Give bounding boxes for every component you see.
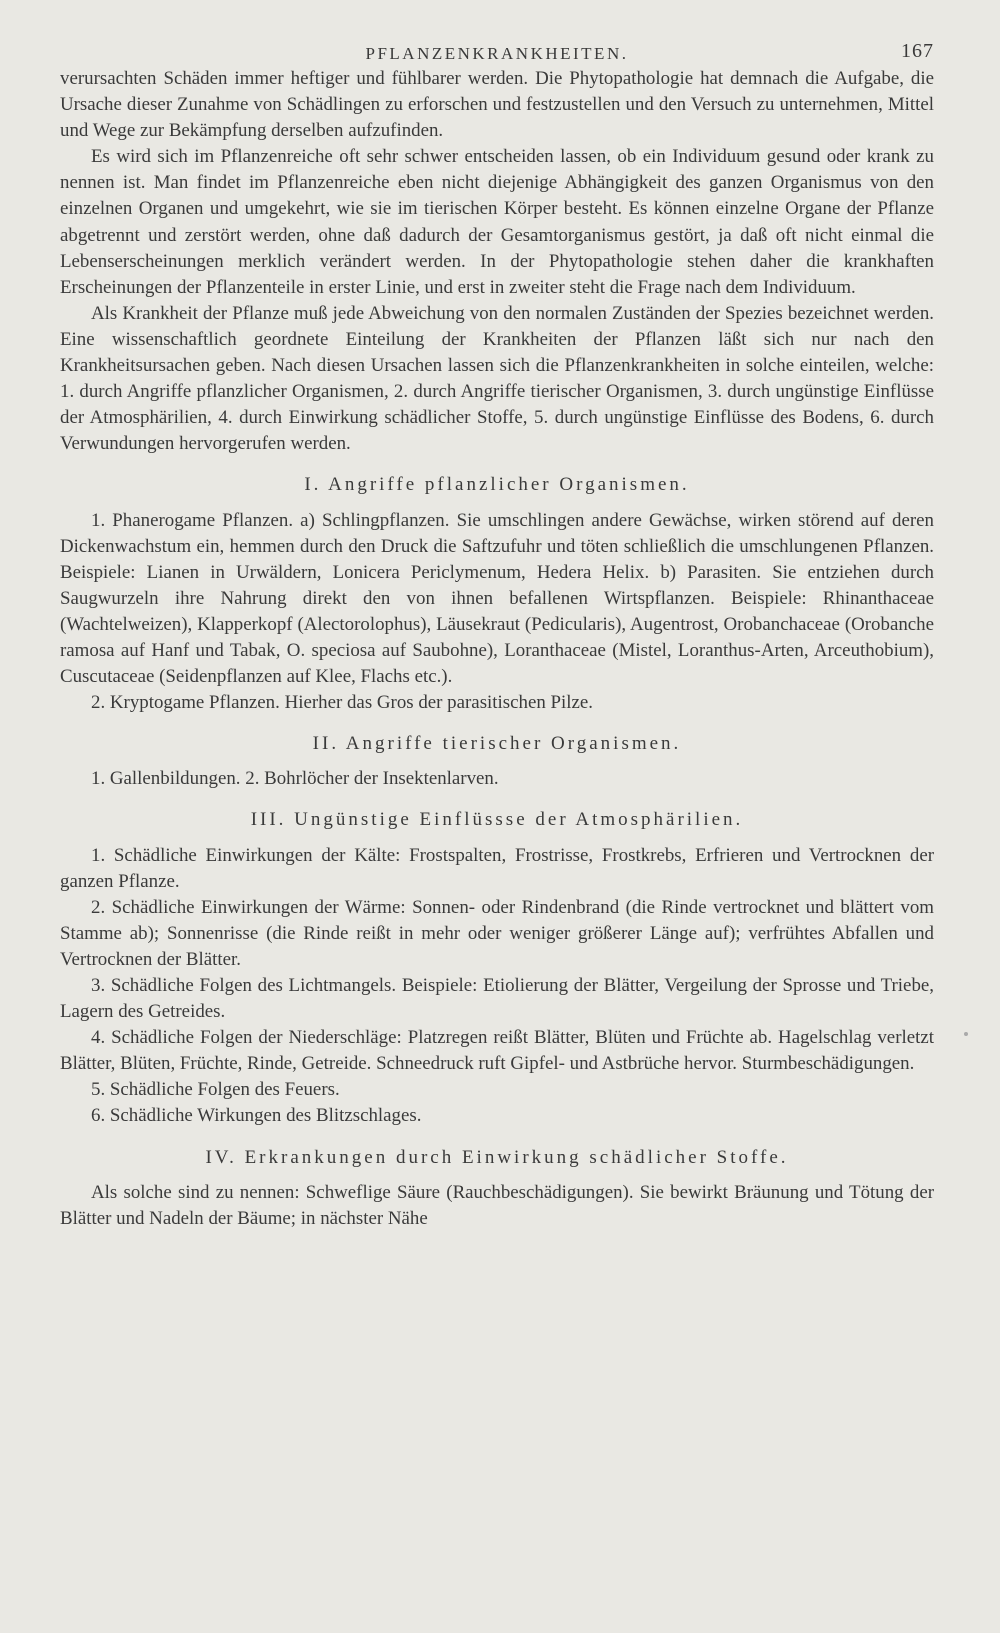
paragraph: Es wird sich im Pflanzenreiche oft sehr schwer entscheiden lassen, ob ein Individuum gesund oder krank zu nennen ist. Man findet im Pflanzenreiche eben nicht diejenige Abhängigkeit des ganzen Organismus von den einzelnen Organen und umgekehrt, wie sie im tierischen Körper besteht. Es können einzelne Organe der Pflanze abgetrennt und zerstört werden, ohne daß dadurch der Gesamtorganismus gestört, ja daß oft nicht einmal die Lebenserscheinungen merklich verändert werden. In der Phytopathologie stehen daher die krankhaften Erscheinungen der Pflanzenteile in erster Linie, und erst in zweiter steht die Frage nach dem Individuum. [60,146,934,298]
list-item: 1. Schädliche Einwirkungen der Kälte: Frostspalten, Frostrisse, Frostkrebs, Erfrieren und Vertrocknen der ganzen Pflanze. [60,844,934,892]
paragraph-continuation: verursachten Schäden immer heftiger und fühlbarer werden. Die Phytopathologie hat demnach die Aufgabe, die Ursache dieser Zunahme von Schädlingen zu erforschen und festzustellen und den Versuch zu unternehmen, Mittel und Wege zur Bekämpfung derselben aufzufinden. [60,68,934,142]
list-item: 1. Gallenbildungen. 2. Bohrlöcher der Insektenlarven. [91,768,499,790]
list-item: 2. Kryptogame Pflanzen. Hierher das Gros der parasitischen Pilze. [91,692,594,714]
list-item: 4. Schädliche Folgen der Niederschläge: Platzregen reißt Blätter, Blüten und Früchte ab. Hagelschlag verletzt Blätter, Blüten, Früchte, Rinde, Getreide. Schneedruck ruft Gipfel- und Astbrüche hervor. Sturmbeschädigungen. [60,1027,934,1075]
page-body [60,66,934,1232]
section-heading-1: I. Angriffe pflanzlicher Organismen. [304,474,690,496]
section-heading-2: II. Angriffe tierischer Organismen. [312,733,682,755]
list-item: 1. Phanerogame Pflanzen. a) Schlingpflanzen. Sie umschlingen andere Gewächse, wirken störend auf deren Dickenwachstum ein, hemmen durch den Druck die Saftzufuhr und töten schließlich die umschlungenen Pflanzen. Beispiele: Lianen in Urwäldern, Lonicera Periclymenum, Hedera Helix. b) Parasiten. Sie entziehen durch Saugwurzeln ihre Nahrung direkt den von ihnen befallenen Wirtspflanzen. Beispiele: Rhinanthaceae (Wachtelweizen), Klapperkopf (Alectorolophus), Läusekraut (Pedicularis), Augentrost, Orobanchaceae (Orobanche ramosa auf Hanf und Tabak, O. speciosa auf Saubohne), Loranthaceae (Mistel, Loranthus-Arten, Arceuthobium), Cuscutaceae (Seidenpflanzen auf Klee, Flachs etc.). [60,509,934,688]
paragraph: Als Krankheit der Pflanze muß jede Abweichung von den normalen Zuständen der Spezies bezeichnet werden. Eine wissenschaftlich geordnete Einteilung der Krankheiten der Pflanzen läßt sich nur nach den Krankheitsursachen geben. Nach diesen Ursachen lassen sich die Pflanzenkrankheiten in solche einteilen, welche: 1. durch Angriffe pflanzlicher Organismen, 2. durch Angriffe tierischer Organismen, 3. durch ungünstige Einflüsse der Atmosphärilien, 4. durch Einwirkung schädlicher Stoffe, 5. durch ungünstige Einflüsse des Bodens, 6. durch Verwundungen hervorgerufen werden. [60,302,934,455]
section-heading-4: IV. Erkrankungen durch Einwirkung schädlicher Stoffe. [205,1146,789,1168]
section-heading-3: III. Ungünstige Einflüssse der Atmosphärilien. [250,809,744,831]
scan-speck [964,1032,968,1036]
list-item: 6. Schädliche Wirkungen des Blitzschlages. [91,1105,422,1127]
page-number: 167 [901,40,934,62]
running-header [60,40,934,66]
header-title: PFLANZENKRANKHEITEN. [365,44,629,63]
list-item: 3. Schädliche Folgen des Lichtmangels. Beispiele: Etiolierung der Blätter, Vergeilung der Sprosse und Triebe, Lagern des Getreides. [60,975,934,1023]
list-item: 2. Schädliche Einwirkungen der Wärme: Sonnen- oder Rindenbrand (die Rinde vertrocknet und blättert vom Stamme ab); Sonnenrisse (die Rinde reißt in mehr oder weniger größerer Länge auf); verfrühtes Abfallen und Vertrocknen der Blätter. [60,896,934,970]
list-item: 5. Schädliche Folgen des Feuers. [91,1079,340,1101]
paragraph: Als solche sind zu nennen: Schweflige Säure (Rauchbeschädigungen). Sie bewirkt Bräunung und Tötung der Blätter und Nadeln der Bäume; in nächster Nähe [60,1181,934,1229]
